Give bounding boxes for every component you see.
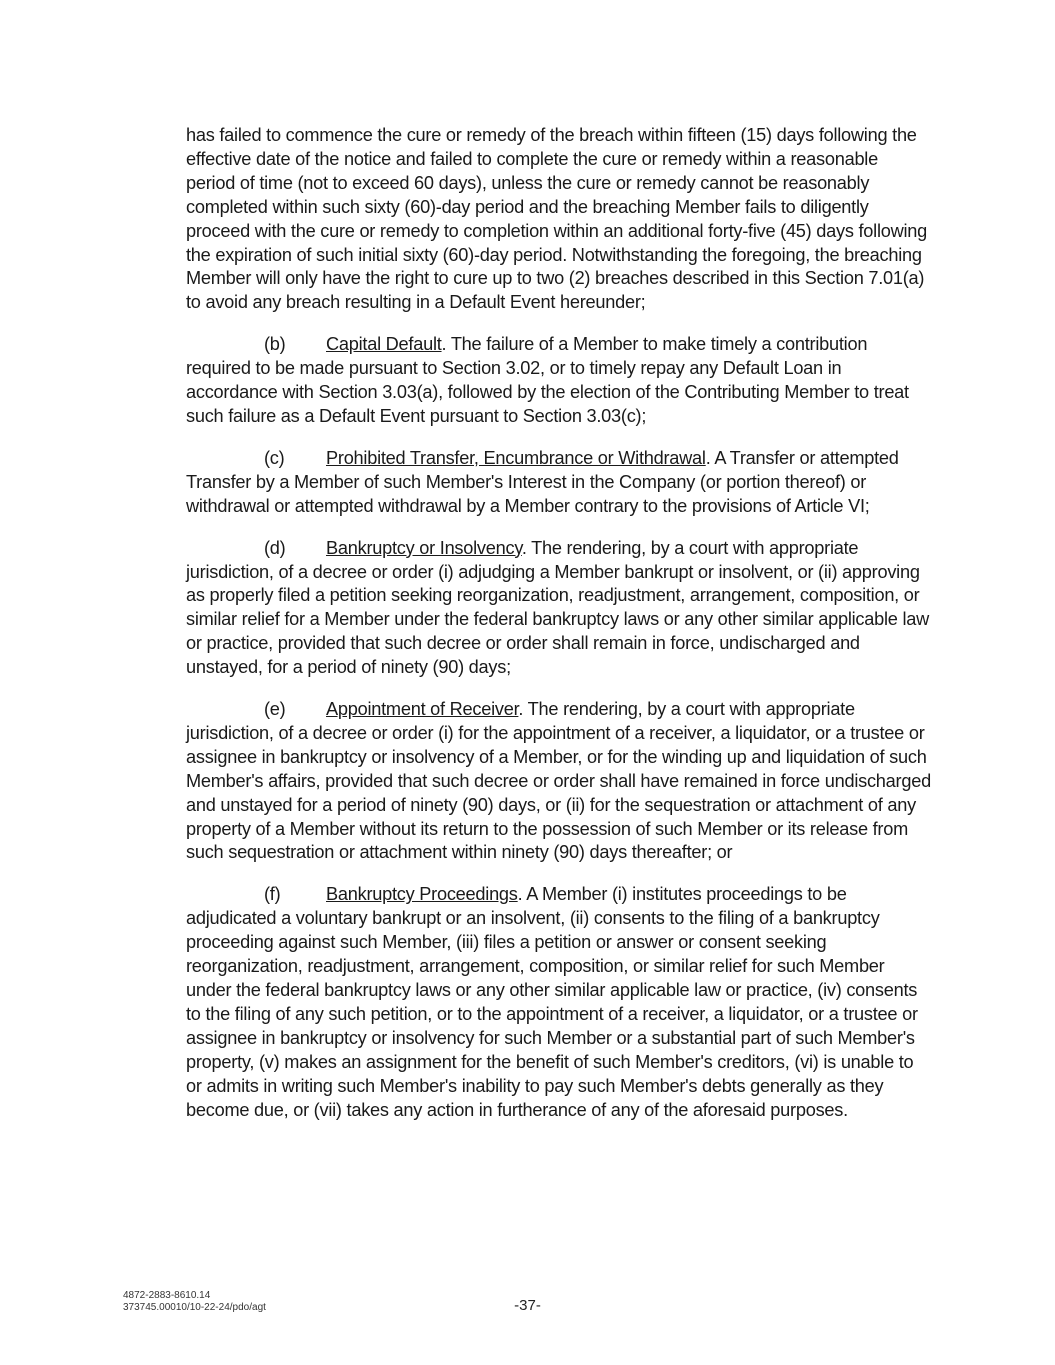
subsection-heading: Bankruptcy or Insolvency xyxy=(326,537,522,558)
subsection-heading: Capital Default xyxy=(326,334,442,355)
subsection-text: . The rendering, by a court with appropriate jurisdiction, of a decree or order (i) for the appointment of a receiver, a liquidator, or a trustee or assignee in bankruptcy or insolvency of a Member, or for the winding up and liquidation of such Member's affairs, provided that such decree or order shall have remained in force undischarged and unstayed for a period of ninety (90) days, or (ii) for the sequestration or attachment of any property of a Member without its return to the possession of such Member or its release from such sequestration or attachment within ninety (90) days thereafter; or xyxy=(186,699,931,863)
subsection-label: (d) xyxy=(264,537,286,558)
subsection-c xyxy=(186,447,931,519)
subsection-label: (b) xyxy=(264,334,286,355)
subsection-text: . A Member (i) institutes proceedings to be adjudicated a voluntary bankrupt or an insolvent, (ii) consents to the filing of a bankruptcy proceeding against such Member, (iii) files a petition or answer or consent seeking reorganization, readjustment, arrangement, composition, or similar relief for such Member under the federal bankruptcy laws or any other similar applicable law or practice, (iv) consents to the filing of any such petition, or to the appointment of a receiver, a liquidator, or a trustee or assignee in bankruptcy or insolvency for such Member or a substantial part of such Member's property, (v) makes an assignment for the benefit of such Member's creditors, (vi) is unable to or admits in writing such Member's inability to pay such Member's debts generally as they become due, or (vii) takes any action in furtherance of any of the aforesaid purposes. xyxy=(186,884,918,1120)
continuation-paragraph xyxy=(186,124,931,315)
subsection-text: . The failure of a Member to make timely a contribution required to be made pursuant to Section 3.02, or to timely repay any Default Loan in accordance with Section 3.03(a), followed by the election of the Contributing Member to treat such failure as a Default Event pursuant to Section 3.03(c); xyxy=(186,334,909,426)
subsection-label: (f) xyxy=(264,884,281,905)
footer-doc-id: 4872-2883-8610.14 xyxy=(123,1290,211,1301)
subsection-b xyxy=(186,333,931,429)
footer-matter-ref: 373745.00010/10-22-24/pdo/agt xyxy=(123,1302,266,1313)
subsection-heading: Bankruptcy Proceedings xyxy=(326,884,518,905)
subsection-d xyxy=(186,537,931,680)
subsection-f xyxy=(186,883,931,1122)
subsection-heading: Appointment of Receiver xyxy=(326,699,519,720)
subsection-e xyxy=(186,698,931,865)
document-body xyxy=(186,124,931,1140)
subsection-text: . The rendering, by a court with appropriate jurisdiction, of a decree or order (i) adjudging a Member bankrupt or insolvent, or (ii) approving as properly filed a petition seeking reorganization, readjustment, arrangement, composition, or similar relief for a Member under the federal bankruptcy laws or any other similar applicable law or practice, provided that such decree or order shall remain in force, undischarged and unstayed, for a period of ninety (90) days; xyxy=(186,537,929,678)
subsection-text: . A Transfer or attempted Transfer by a Member of such Member's Interest in the Company (or portion thereof) or withdrawal or attempted withdrawal by a Member contrary to the provisions of Article VI; xyxy=(186,447,899,516)
page-number: -37- xyxy=(514,1297,541,1314)
continuation-text: has failed to commence the cure or remedy of the breach within fifteen (15) days following the effective date of the notice and failed to complete the cure or remedy within a reasonable period of time (not to exceed 60 days), unless the cure or remedy cannot be reasonably completed within such sixty (60)-day period and the breaching Member fails to diligently proceed with the cure or remedy to completion within an additional forty-five (45) days following the expiration of such initial sixty (60)-day period. Notwithstanding the foregoing, the breaching Member will only have the right to cure up to two (2) breaches described in this Section 7.01(a) to avoid any breach resulting in a Default Event hereunder; xyxy=(186,125,928,313)
subsection-label: (e) xyxy=(264,699,286,720)
subsection-label: (c) xyxy=(264,447,285,468)
subsection-heading: Prohibited Transfer, Encumbrance or Withdrawal xyxy=(326,447,706,468)
